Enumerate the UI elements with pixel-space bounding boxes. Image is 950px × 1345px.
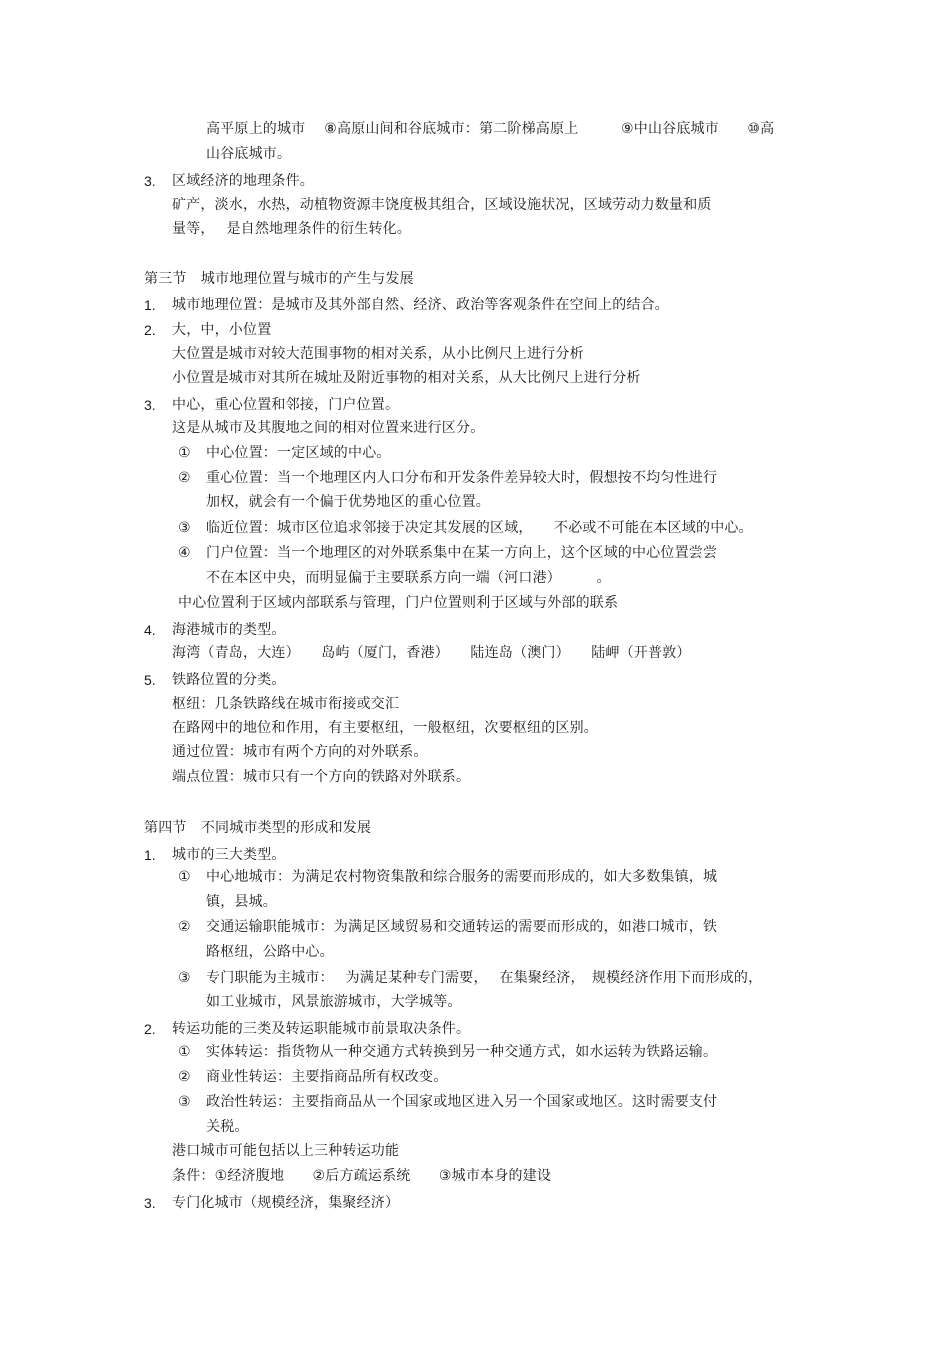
sub-item-text: 镇，县城。 — [206, 894, 277, 910]
list-number: 1. — [144, 297, 156, 313]
sub-marker: ③ — [178, 970, 191, 986]
list-number: 2. — [144, 322, 156, 338]
sub-item-text: 中心地城市：为满足农村物资集散和综合服务的需要而形成的，如大多数集镇，城 — [206, 869, 718, 885]
text-line: 海湾（青岛，大连） 岛屿（厦门，香港） 陆连岛（澳门） 陆岬（开普敦） — [172, 645, 691, 661]
list-item-title: 海港城市的类型。 — [172, 622, 286, 638]
text-line: 在路网中的地位和作用，有主要枢纽，一般枢纽，次要枢纽的区别。 — [172, 720, 598, 736]
sub-item-text: 专门职能为主城市： 为满足某种专门需要， 在集聚经济， 规模经济作用下而形成的， — [206, 970, 763, 986]
sub-item-text: 重心位置：当一个地理区内人口分布和开发条件差异较大时，假想按不均匀性进行 — [206, 470, 718, 486]
sub-marker: ② — [178, 470, 191, 486]
list-number: 4. — [144, 622, 156, 638]
sub-item-text: 临近位置：城市区位追求邻接于决定其发展的区域， 不必或不可能在本区域的中心。 — [206, 520, 753, 536]
text-line: 港口城市可能包括以上三种转运功能 — [172, 1143, 400, 1159]
section-heading: 第四节 不同城市类型的形成和发展 — [144, 820, 372, 836]
sub-marker: ① — [178, 869, 191, 885]
list-number: 3. — [144, 1195, 156, 1211]
sub-marker: ③ — [178, 520, 191, 536]
text-line: 条件：①经济腹地 ②后方疏运系统 ③城市本身的建设 — [172, 1168, 552, 1184]
text-line: 这是从城市及其腹地之间的相对位置来进行区分。 — [172, 420, 485, 436]
sub-item-text: 交通运输职能城市：为满足区域贸易和交通转运的需要而形成的，如港口城市，铁 — [206, 919, 718, 935]
text-line: 小位置是城市对其所在城址及附近事物的相对关系，从大比例尺上进行分析 — [172, 370, 641, 386]
sub-item-text: 不在本区中央，而明显偏于主要联系方向一端（河口港） 。 — [206, 570, 611, 586]
list-item-title: 城市的三大类型。 — [172, 847, 286, 863]
sub-item-text: 实体转运：指货物从一种交通方式转换到另一种交通方式，如水运转为铁路运输。 — [206, 1044, 718, 1060]
list-item-title: 区域经济的地理条件。 — [172, 173, 314, 189]
text-line: 通过位置：城市有两个方向的对外联系。 — [172, 744, 428, 760]
list-item-title: 转运功能的三类及转运职能城市前景取决条件。 — [172, 1021, 471, 1037]
sub-item-text: 商业性转运：主要指商品所有权改变。 — [206, 1069, 448, 1085]
text-line: 端点位置：城市只有一个方向的铁路对外联系。 — [172, 769, 471, 785]
sub-marker: ③ — [178, 1094, 191, 1110]
list-number: 3. — [144, 397, 156, 413]
text-line: 高平原上的城市 ⑧高原山间和谷底城市：第二阶梯高原上 ⑨中山谷底城市 ⑩高 — [206, 121, 775, 137]
text-line: 山谷底城市。 — [206, 146, 292, 162]
sub-item-text: 路枢纽，公路中心。 — [206, 944, 334, 960]
sub-marker: ② — [178, 919, 191, 935]
text-line: 矿产，淡水，水热，动植物资源丰饶度极其组合，区域设施状况，区域劳动力数量和质 — [172, 197, 712, 213]
sub-item-text: 如工业城市，风景旅游城市，大学城等。 — [206, 994, 462, 1010]
sub-marker: ④ — [178, 545, 191, 561]
text-line: 量等， 是自然地理条件的衍生转化。 — [172, 221, 412, 237]
list-number: 2. — [144, 1021, 156, 1037]
list-number: 3. — [144, 173, 156, 189]
list-number: 5. — [144, 672, 156, 688]
sub-item-text: 中心位置：一定区域的中心。 — [206, 445, 391, 461]
sub-marker: ① — [178, 445, 191, 461]
list-item-title: 大，中，小位置 — [172, 322, 272, 338]
text-line: 枢纽：几条铁路线在城市衔接或交汇 — [172, 696, 400, 712]
sub-marker: ② — [178, 1069, 191, 1085]
sub-item-text: 政治性转运：主要指商品从一个国家或地区进入另一个国家或地区。这时需要支付 — [206, 1094, 718, 1110]
section-heading: 第三节 城市地理位置与城市的产生与发展 — [144, 271, 414, 287]
list-item-title: 专门化城市（规模经济，集聚经济） — [172, 1195, 400, 1211]
list-item-title: 城市地理位置：是城市及其外部自然、经济、政治等客观条件在空间上的结合。 — [172, 297, 669, 313]
list-number: 1. — [144, 847, 156, 863]
sub-marker: ① — [178, 1044, 191, 1060]
text-line: 中心位置利于区域内部联系与管理，门户位置则利于区域与外部的联系 — [178, 595, 619, 611]
sub-item-text: 门户位置：当一个地理区的对外联系集中在某一方向上，这个区域的中心位置尝尝 — [206, 545, 718, 561]
list-item-title: 铁路位置的分类。 — [172, 672, 286, 688]
text-line: 大位置是城市对较大范围事物的相对关系，从小比例尺上进行分析 — [172, 346, 584, 362]
list-item-title: 中心，重心位置和邻接，门户位置。 — [172, 397, 400, 413]
sub-item-text: 加权，就会有一个偏于优势地区的重心位置。 — [206, 494, 490, 510]
sub-item-text: 关税。 — [206, 1119, 249, 1135]
